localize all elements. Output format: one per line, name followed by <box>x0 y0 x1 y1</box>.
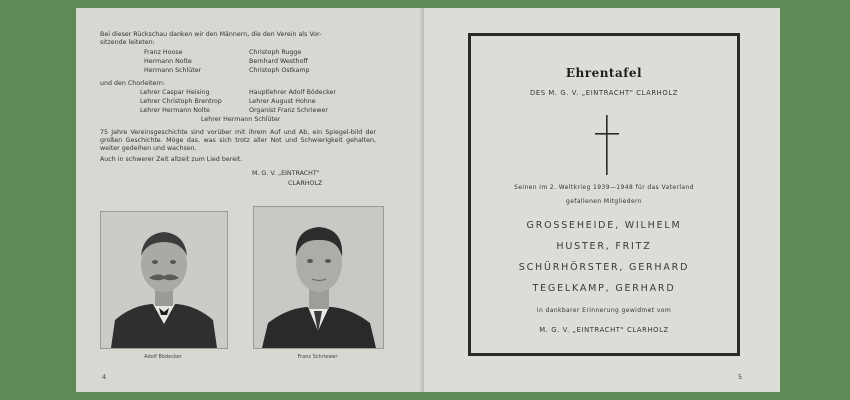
portrait-schriewer-image <box>254 207 383 348</box>
left-page <box>76 8 424 392</box>
fallen-member-name: SCHÜRHÖRSTER, GERHARD <box>518 262 690 273</box>
cross-icon <box>595 115 619 175</box>
portrait-photo-schriewer <box>253 206 384 349</box>
booklet-spread <box>76 8 780 392</box>
choir-leader-name: Lehrer August Hohne <box>249 98 316 105</box>
page-number: 4 <box>102 373 107 381</box>
dedication-line-2: gefallenen Mitgliedern <box>565 198 642 205</box>
memorial-frame <box>468 33 740 356</box>
choir-leader-name: Lehrer Hermann Nolte <box>140 107 210 114</box>
choir-leader-name: Lehrer Hermann Schlüter <box>201 116 281 123</box>
closing-line: in dankbarer Erinnerung gewidmet vom <box>536 307 672 314</box>
fallen-member-name: HUSTER, FRITZ <box>556 241 652 252</box>
choir-leader-name: Lehrer Christoph Brentrop <box>140 98 222 105</box>
memorial-subtitle: DES M. G. V. „EINTRACHT" CLARHOLZ <box>530 89 678 97</box>
choir-leader-name: Organist Franz Schriewer <box>249 107 328 114</box>
portrait-photo-bodecker <box>100 211 228 349</box>
motto: Auch in schwerer Zeit allzeit zum Lied bereit. <box>100 156 243 163</box>
intro-line-1: Bei dieser Rückschau danken wir den Männern, die den Verein als Vor- <box>100 31 322 38</box>
chairman-name: Hermann Nolte <box>144 58 192 65</box>
signature-line-2: CLARHOLZ <box>288 180 323 187</box>
intro-line-2: sitzende leiteten: <box>100 39 155 46</box>
memorial-title: Ehrentafel <box>565 66 643 80</box>
signature-line-1: M. G. V. „EINTRACHT" <box>252 170 320 177</box>
photo-caption: Adolf Bödecker <box>144 354 182 360</box>
choir-intro: und den Chorleitern: <box>100 80 165 87</box>
closing-signature: M. G. V. „EINTRACHT" CLARHOLZ <box>539 326 669 334</box>
dedication-line-1: Seinen im 2. Weltkrieg 1939—1948 für das Vaterland <box>514 184 694 191</box>
chairman-name: Hermann Schlüter <box>144 67 202 74</box>
photo-caption: Franz Schriewer <box>297 354 338 360</box>
right-page <box>424 8 780 392</box>
history-paragraph: 75 Jahre Vereinsgeschichte sind vorüber mit ihrem Auf und Ab, ein Spiegel-bild der großen Geschichte. Möge das, was sich trotz aller Not und Schwierigkeit gehalten, weiter gedeihen und wachsen. <box>100 129 376 152</box>
chairman-name: Christoph Rugge <box>249 49 302 56</box>
chairman-name: Franz Hoose <box>144 49 183 56</box>
choir-leader-name: Lehrer Caspar Heising <box>140 89 210 96</box>
fallen-member-name: TEGELKAMP, GERHARD <box>532 283 676 294</box>
chairman-name: Bernhard Westhoff <box>249 58 308 65</box>
choir-leader-name: Hauptlehrer Adolf Bödecker <box>249 89 336 96</box>
chairman-name: Christoph Ostkamp <box>249 67 310 74</box>
fallen-member-name: GROSSEHEIDE, WILHELM <box>526 220 682 231</box>
page-number: 5 <box>738 373 743 381</box>
portrait-bodecker-image <box>101 212 227 348</box>
